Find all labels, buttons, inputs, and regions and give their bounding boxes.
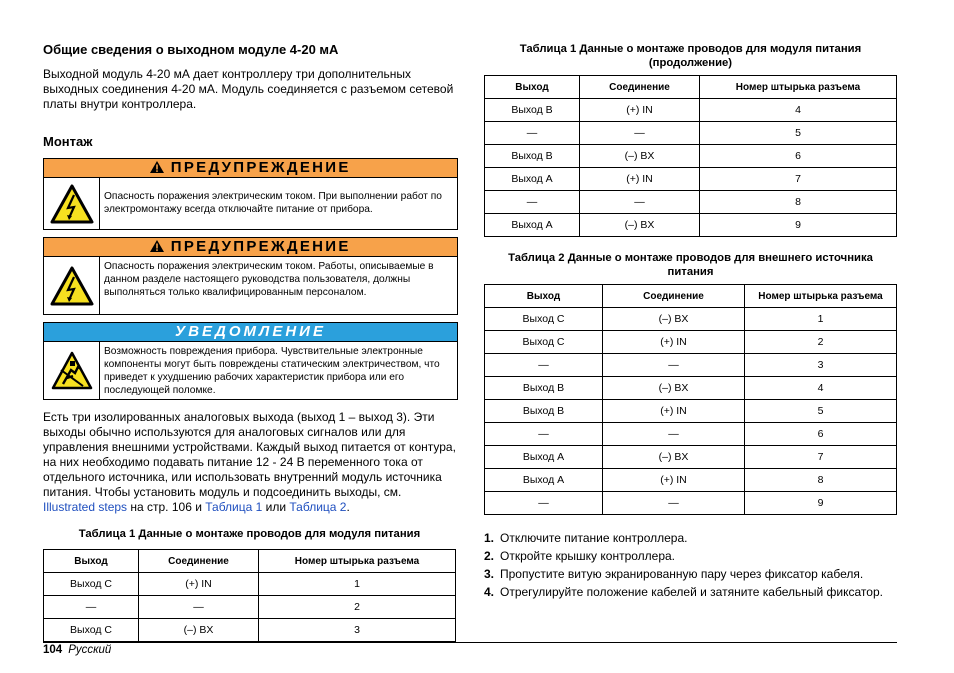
list-item bbox=[484, 531, 897, 546]
table-cell: 3 bbox=[745, 354, 897, 377]
step-text: Отрегулируйте положение кабелей и затяните кабельный фиксатор. bbox=[500, 585, 883, 599]
table-1-continued bbox=[484, 75, 897, 237]
installation-steps bbox=[484, 531, 897, 600]
warning-title-2: ПРЕДУПРЕЖДЕНИЕ bbox=[170, 238, 351, 255]
table-cell: 8 bbox=[700, 191, 897, 214]
table-cell: (–) BX bbox=[603, 308, 745, 331]
table-cell: — bbox=[485, 122, 580, 145]
table-row bbox=[44, 573, 456, 596]
table-cell: — bbox=[485, 423, 603, 446]
table-cell: 5 bbox=[700, 122, 897, 145]
table-cell: Выход B bbox=[485, 99, 580, 122]
table-row bbox=[485, 145, 897, 168]
table-cell: Выход A bbox=[485, 214, 580, 237]
table-header: Соединение bbox=[139, 550, 259, 573]
step-text: Отключите питание контроллера. bbox=[500, 531, 688, 545]
link-table-1[interactable]: Таблица 1 bbox=[205, 500, 263, 514]
step-text: Пропустите витую экранированную пару через фиксатор кабеля. bbox=[500, 567, 864, 581]
notice-box bbox=[43, 322, 458, 400]
table-cell: Выход B bbox=[485, 145, 580, 168]
table-cell: 4 bbox=[700, 99, 897, 122]
table-header: Номер штырька разъема bbox=[745, 285, 897, 308]
table-row bbox=[485, 423, 897, 446]
esd-sensitive-icon bbox=[44, 342, 100, 399]
table-cell: (–) BX bbox=[603, 446, 745, 469]
table-header: Соединение bbox=[603, 285, 745, 308]
page-footer bbox=[43, 644, 111, 656]
table-1 bbox=[43, 549, 456, 642]
table-cell: (+) IN bbox=[580, 168, 700, 191]
table-header: Выход bbox=[485, 76, 580, 99]
warning-text-1: Опасность поражения электрическим током. При выполнении работ по электромонтажу всегда отключайте питание от прибора. bbox=[104, 191, 442, 215]
step-number: 1. bbox=[484, 531, 495, 545]
step-number: 3. bbox=[484, 567, 495, 581]
table2-caption: Таблица 2 Данные о монтаже проводов для внешнего источника питания bbox=[508, 252, 873, 278]
outputs-text-c: или bbox=[262, 500, 290, 514]
warning-text-2: Опасность поражения электрическим током. Работы, описываемые в данном разделе настоящего руководства пользователя, должны выполняться только квалифицированным персоналом. bbox=[104, 261, 434, 298]
table-row bbox=[485, 354, 897, 377]
notice-title: УВЕДОМЛЕНИЕ bbox=[175, 323, 326, 340]
link-illustrated-steps[interactable]: Illustrated steps bbox=[43, 500, 128, 514]
table-cell: Выход C bbox=[44, 573, 139, 596]
table-cell: (+) IN bbox=[580, 99, 700, 122]
warning-header-2 bbox=[44, 238, 457, 257]
table-cell: — bbox=[485, 191, 580, 214]
table-cell: (+) IN bbox=[603, 469, 745, 492]
table-cell: 6 bbox=[700, 145, 897, 168]
table-cell: — bbox=[603, 492, 745, 515]
notice-header bbox=[44, 323, 457, 342]
table-cell: — bbox=[485, 354, 603, 377]
table-cell: Выход B bbox=[485, 377, 603, 400]
table-cell: — bbox=[44, 596, 139, 619]
table-header: Номер штырька разъема bbox=[259, 550, 456, 573]
table-row bbox=[485, 331, 897, 354]
table-cell: Выход C bbox=[44, 619, 139, 642]
table-cell: Выход B bbox=[485, 400, 603, 423]
table1-caption: Таблица 1 Данные о монтаже проводов для модуля питания bbox=[78, 528, 421, 540]
table-cell: Выход A bbox=[485, 168, 580, 191]
table-cell: 8 bbox=[745, 469, 897, 492]
section-heading-installation: Монтаж bbox=[43, 134, 93, 149]
table-header: Выход bbox=[44, 550, 139, 573]
table-cell: Выход A bbox=[485, 469, 603, 492]
table-cell: 9 bbox=[700, 214, 897, 237]
warning-header-1 bbox=[44, 159, 457, 178]
right-column bbox=[484, 38, 897, 603]
list-item bbox=[484, 585, 897, 600]
table-cell: Выход C bbox=[485, 308, 603, 331]
table1-continued-caption: Таблица 1 Данные о монтаже проводов для модуля питания (продолжение) bbox=[519, 43, 862, 69]
table-cell: (+) IN bbox=[603, 331, 745, 354]
section-heading-overview: Общие сведения о выходном модуле 4-20 мА bbox=[43, 42, 339, 57]
overview-paragraph: Выходной модуль 4-20 мА дает контроллеру три дополнительных выходных соединения 4-20 мА. Модуль соединяется с разъемом сетевой платы внутри контроллера. bbox=[43, 67, 454, 111]
outputs-paragraph bbox=[43, 410, 456, 515]
list-item bbox=[484, 567, 897, 582]
table-cell: Выход A bbox=[485, 446, 603, 469]
table-header: Выход bbox=[485, 285, 603, 308]
warning-triangle-icon bbox=[150, 159, 170, 176]
electric-shock-icon bbox=[44, 257, 100, 314]
table-cell: 2 bbox=[259, 596, 456, 619]
table-cell: — bbox=[603, 423, 745, 446]
table-cell: — bbox=[139, 596, 259, 619]
table-cell: 7 bbox=[700, 168, 897, 191]
table-row bbox=[485, 492, 897, 515]
table-cell: 1 bbox=[259, 573, 456, 596]
table-row bbox=[485, 168, 897, 191]
table-cell: — bbox=[485, 492, 603, 515]
warning-box-1 bbox=[43, 158, 458, 230]
table-header: Соединение bbox=[580, 76, 700, 99]
table-cell: (+) IN bbox=[603, 400, 745, 423]
page-number: 104 bbox=[43, 644, 63, 656]
table-cell: — bbox=[603, 354, 745, 377]
table-cell: 9 bbox=[745, 492, 897, 515]
warning-triangle-icon bbox=[150, 238, 170, 255]
table-cell: 3 bbox=[259, 619, 456, 642]
table-row bbox=[485, 214, 897, 237]
table-row bbox=[485, 308, 897, 331]
list-item bbox=[484, 549, 897, 564]
table-cell: — bbox=[580, 122, 700, 145]
table-row bbox=[485, 400, 897, 423]
table-cell: 1 bbox=[745, 308, 897, 331]
table-cell: (–) BX bbox=[139, 619, 259, 642]
left-column bbox=[43, 38, 456, 642]
warning-title-1: ПРЕДУПРЕЖДЕНИЕ bbox=[170, 159, 351, 176]
table-header: Номер штырька разъема bbox=[700, 76, 897, 99]
table-cell: (–) BX bbox=[580, 214, 700, 237]
table-row bbox=[485, 122, 897, 145]
table-cell: (–) BX bbox=[603, 377, 745, 400]
footer-language: Русский bbox=[68, 644, 112, 656]
table-row bbox=[44, 619, 456, 642]
notice-text: Возможность повреждения прибора. Чувствительные электронные компоненты могут быть повреждены статическим электричеством, что приведет к ухудшению рабочих характеристик прибора или его последующей поломке. bbox=[104, 346, 440, 396]
electric-shock-icon bbox=[44, 178, 100, 229]
table-cell: 7 bbox=[745, 446, 897, 469]
table-row bbox=[485, 469, 897, 492]
table-row bbox=[44, 596, 456, 619]
table-row bbox=[485, 377, 897, 400]
outputs-text-b: на стр. 106 и bbox=[127, 500, 206, 514]
warning-box-2 bbox=[43, 237, 458, 315]
table-row bbox=[485, 446, 897, 469]
table-cell: 6 bbox=[745, 423, 897, 446]
table-cell: 2 bbox=[745, 331, 897, 354]
footer-divider bbox=[43, 642, 897, 643]
table-cell: (+) IN bbox=[139, 573, 259, 596]
table-cell: 4 bbox=[745, 377, 897, 400]
table-cell: 5 bbox=[745, 400, 897, 423]
step-number: 2. bbox=[484, 549, 495, 563]
table-2 bbox=[484, 284, 897, 515]
outputs-text-d: . bbox=[346, 500, 350, 514]
table-cell: — bbox=[580, 191, 700, 214]
step-number: 4. bbox=[484, 585, 495, 599]
table-row bbox=[485, 99, 897, 122]
table-cell: (–) BX bbox=[580, 145, 700, 168]
outputs-text-a: Есть три изолированных аналоговых выхода (выход 1 – выход 3). Эти выходы обычно используются для аналоговых сигналов или для управления внешними устройствами. Каждый выход питается от контура, на них необходимо подавать питание 12 - 24 В переменного тока от отдельного источника, или использовать внутренний модуль источника питания. Чтобы установить модуль и подсоединить выходы, см. bbox=[43, 410, 456, 499]
step-text: Откройте крышку контроллера. bbox=[500, 549, 676, 563]
table-row bbox=[485, 191, 897, 214]
link-table-2[interactable]: Таблица 2 bbox=[289, 500, 347, 514]
table-cell: Выход C bbox=[485, 331, 603, 354]
